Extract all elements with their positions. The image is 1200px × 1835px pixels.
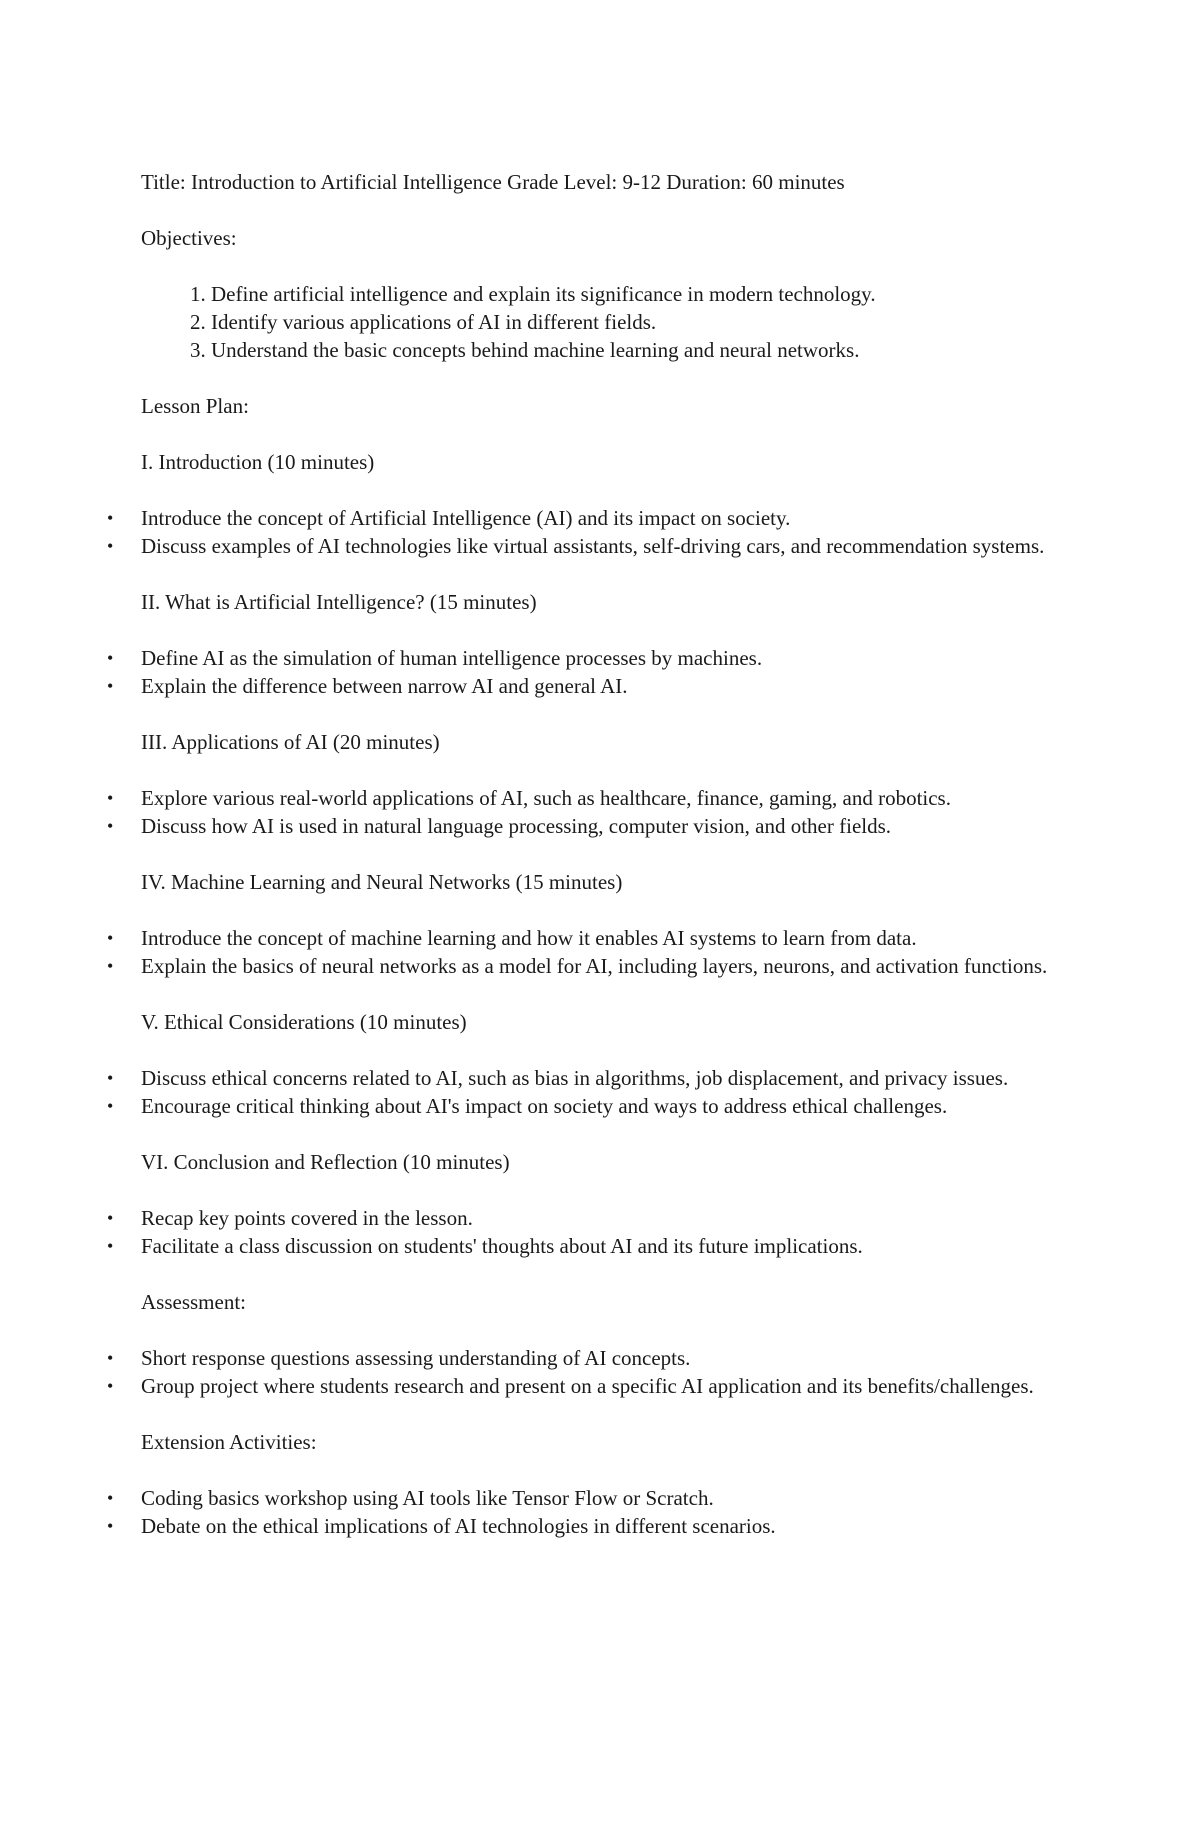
section-bullets: [107, 1204, 1081, 1260]
extension-heading: Extension Activities:: [141, 1430, 317, 1454]
lesson-plan-heading: Lesson Plan:: [141, 394, 249, 418]
bullet-item: [107, 1372, 1081, 1400]
section-bullets: [107, 784, 1081, 840]
document-body: [107, 168, 1081, 1568]
bullet-icon: •: [107, 1068, 114, 1088]
bullet-icon: •: [107, 1516, 114, 1536]
bullet-item: [107, 952, 1081, 980]
bullet-icon: •: [107, 956, 114, 976]
section-bullets: [107, 504, 1081, 560]
bullet-item: [107, 532, 1081, 560]
bullet-item: [107, 1512, 1081, 1540]
objectives-list: [141, 280, 1081, 364]
bullet-text: Explain the basics of neural networks as a model for AI, including layers, neurons, and activation functions.: [141, 954, 1048, 978]
bullet-icon: •: [107, 1348, 114, 1368]
section-heading: V. Ethical Considerations (10 minutes): [141, 1010, 467, 1034]
bullet-item: [107, 672, 1081, 700]
bullet-text: Define AI as the simulation of human intelligence processes by machines.: [141, 646, 763, 670]
bullet-text: Group project where students research and present on a specific AI application and its benefits/challenges.: [141, 1374, 1034, 1398]
objectives-heading: Objectives:: [141, 226, 237, 250]
bullet-icon: •: [107, 788, 114, 808]
bullet-text: Debate on the ethical implications of AI technologies in different scenarios.: [141, 1514, 776, 1538]
bullet-icon: •: [107, 1236, 114, 1256]
bullet-item: [107, 784, 1081, 812]
bullet-icon: •: [107, 676, 114, 696]
assessment-heading: Assessment:: [141, 1290, 246, 1314]
bullet-icon: •: [107, 1096, 114, 1116]
bullet-text: Discuss ethical concerns related to AI, such as bias in algorithms, job displacement, and privacy issues.: [141, 1066, 1009, 1090]
section-heading: IV. Machine Learning and Neural Networks (15 minutes): [141, 870, 623, 894]
bullet-text: Introduce the concept of machine learning and how it enables AI systems to learn from data.: [141, 926, 917, 950]
bullet-item: [107, 1232, 1081, 1260]
bullet-text: Facilitate a class discussion on students' thoughts about AI and its future implications.: [141, 1234, 863, 1258]
extension-bullets: [107, 1484, 1081, 1540]
objective-item: 1. Define artificial intelligence and explain its significance in modern technology.: [211, 280, 1081, 308]
objective-item: 2. Identify various applications of AI in different fields.: [211, 308, 1081, 336]
bullet-text: Recap key points covered in the lesson.: [141, 1206, 473, 1230]
section-bullets: [107, 644, 1081, 700]
bullet-item: [107, 504, 1081, 532]
bullet-text: Encourage critical thinking about AI's impact on society and ways to address ethical challenges.: [141, 1094, 948, 1118]
bullet-item: [107, 924, 1081, 952]
section-heading: I. Introduction (10 minutes): [141, 450, 375, 474]
bullet-text: Explain the difference between narrow AI and general AI.: [141, 674, 628, 698]
bullet-text: Explore various real-world applications of AI, such as healthcare, finance, gaming, and robotics.: [141, 786, 951, 810]
bullet-icon: •: [107, 508, 114, 528]
bullet-item: [107, 1064, 1081, 1092]
bullet-icon: •: [107, 816, 114, 836]
bullet-item: [107, 1484, 1081, 1512]
section-heading: VI. Conclusion and Reflection (10 minutes): [141, 1150, 510, 1174]
bullet-text: Introduce the concept of Artificial Intelligence (AI) and its impact on society.: [141, 506, 791, 530]
bullet-icon: •: [107, 1208, 114, 1228]
bullet-text: Coding basics workshop using AI tools like Tensor Flow or Scratch.: [141, 1486, 714, 1510]
section-bullets: [107, 1064, 1081, 1120]
title-line: Title: Introduction to Artificial Intelligence Grade Level: 9-12 Duration: 60 minutes: [141, 170, 845, 194]
section-heading: III. Applications of AI (20 minutes): [141, 730, 440, 754]
bullet-text: Discuss how AI is used in natural language processing, computer vision, and other fields.: [141, 814, 892, 838]
bullet-icon: •: [107, 648, 114, 668]
section-heading: II. What is Artificial Intelligence? (15 minutes): [141, 590, 537, 614]
bullet-text: Discuss examples of AI technologies like virtual assistants, self-driving cars, and recommendation systems.: [141, 534, 1045, 558]
bullet-icon: •: [107, 928, 114, 948]
bullet-icon: •: [107, 1488, 114, 1508]
objective-item: 3. Understand the basic concepts behind machine learning and neural networks.: [211, 336, 1081, 364]
bullet-icon: •: [107, 1376, 114, 1396]
bullet-item: [107, 1092, 1081, 1120]
bullet-text: Short response questions assessing understanding of AI concepts.: [141, 1346, 691, 1370]
bullet-icon: •: [107, 536, 114, 556]
section-bullets: [107, 924, 1081, 980]
assessment-bullets: [107, 1344, 1081, 1400]
bullet-item: [107, 644, 1081, 672]
bullet-item: [107, 1344, 1081, 1372]
bullet-item: [107, 1204, 1081, 1232]
bullet-item: [107, 812, 1081, 840]
